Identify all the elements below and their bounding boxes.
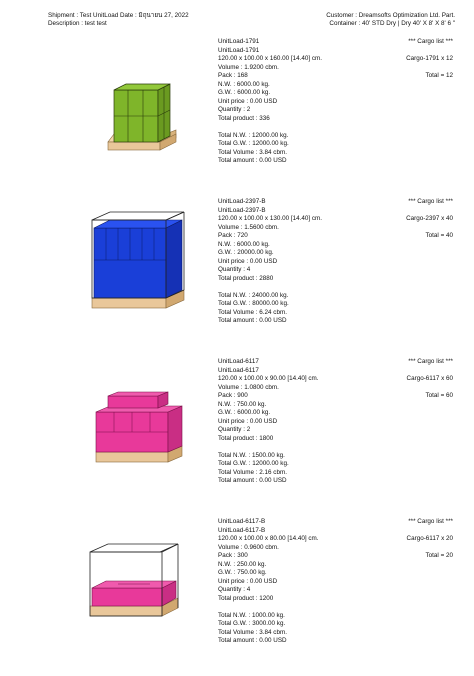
- dimensions: 120.00 x 100.00 x 80.00 [14.40] cm.: [218, 535, 319, 542]
- net-weight: N.W. : 750.00 kg.: [218, 400, 267, 408]
- unit-price: Unit price : 0.00 USD: [218, 577, 278, 585]
- dimensions: 120.00 x 100.00 x 160.00 [14.40] cm.: [218, 55, 322, 62]
- unit-price: Unit price : 0.00 USD: [218, 417, 278, 425]
- cargo-list: [406, 198, 453, 241]
- total-product: Total product : 1200: [218, 594, 274, 602]
- container-line: Container : 40' STD Dry | Dry 40' X 8' X 8' 6 ": [329, 20, 455, 28]
- gross-weight: G.W. : 750.00 kg.: [218, 569, 267, 576]
- cargo-list-header: *** Cargo list ***: [408, 198, 453, 205]
- dimensions: 120.00 x 100.00 x 90.00 [14.40] cm.: [218, 375, 319, 382]
- gross-weight: G.W. : 20000.00 kg.: [218, 249, 274, 256]
- pack: Pack : 900: [218, 392, 248, 399]
- total-gross-weight: Total G.W. : 12000.00 kg.: [218, 460, 289, 467]
- cargo-list: [407, 518, 453, 561]
- cargo-list-header: *** Cargo list ***: [408, 358, 453, 365]
- cargo-total: Total = 12: [425, 72, 453, 79]
- unit-price: Unit price : 0.00 USD: [218, 97, 278, 105]
- header-left: [48, 12, 189, 29]
- total-gross-weight: Total G.W. : 12000.00 kg.: [218, 140, 289, 147]
- quantity: Quantity : 4: [218, 266, 251, 273]
- quantity: Quantity : 2: [218, 106, 251, 113]
- volume: Volume : 1.9200 cbm.: [218, 63, 279, 71]
- total-volume: Total Volume : 6.24 cbm.: [218, 308, 287, 316]
- cargo-list-header: *** Cargo list ***: [408, 518, 453, 525]
- total-volume: Total Volume : 2.16 cbm.: [218, 468, 287, 476]
- unit-price: Unit price : 0.00 USD: [218, 257, 278, 265]
- unitload-section: [0, 36, 474, 196]
- unitload-details: [218, 518, 318, 646]
- unitload-section: [0, 196, 474, 356]
- total-gross-weight: Total G.W. : 80000.00 kg.: [218, 300, 289, 307]
- shipment-line: Shipment : Test UnitLoad Date : มิถุนายน 27, 2022: [48, 12, 189, 19]
- volume: Volume : 1.5600 cbm.: [218, 223, 279, 231]
- total-net-weight: Total N.W. : 24000.00 kg.: [218, 291, 289, 299]
- unitload-name: UnitLoad-1791: [218, 38, 260, 45]
- unitload-name: UnitLoad-6117: [218, 358, 259, 365]
- total-volume: Total Volume : 3.84 cbm.: [218, 148, 287, 156]
- pack: Pack : 720: [218, 232, 248, 239]
- total-volume: Total Volume : 3.84 cbm.: [218, 628, 287, 636]
- quantity: Quantity : 2: [218, 426, 251, 433]
- header-right: [326, 12, 455, 29]
- pallet-illustration: [78, 206, 188, 331]
- unitload-name-secondary: UnitLoad-6117: [218, 366, 259, 374]
- total-product: Total product : 1800: [218, 434, 274, 442]
- cargo-line: Cargo-6117 x 60: [406, 375, 453, 382]
- total-net-weight: Total N.W. : 1500.00 kg.: [218, 451, 285, 459]
- total-amount: Total amount : 0.00 USD: [218, 477, 287, 484]
- pallet-illustration: [78, 366, 188, 491]
- cargo-line: Cargo-6117 x 20: [406, 535, 453, 542]
- total-gross-weight: Total G.W. : 3000.00 kg.: [218, 620, 286, 627]
- cargo-total: Total = 40: [425, 232, 453, 239]
- cargo-list: [406, 38, 453, 81]
- unitload-section: [0, 356, 474, 516]
- unitload-details: [218, 358, 318, 486]
- cargo-line: Cargo-2397 x 40: [406, 215, 453, 222]
- unitload-details: [218, 198, 322, 326]
- gross-weight: G.W. : 6000.00 kg.: [218, 89, 271, 96]
- total-net-weight: Total N.W. : 1000.00 kg.: [218, 611, 285, 619]
- cargo-line: Cargo-1791 x 12: [406, 55, 453, 62]
- quantity: Quantity : 4: [218, 586, 251, 593]
- customer-line: Customer : Dreamsofts Optimization Ltd. Part.: [326, 12, 455, 19]
- unitload-name: UnitLoad-6117-B: [218, 518, 266, 525]
- unitload-section: [0, 516, 474, 676]
- cargo-list-header: *** Cargo list ***: [408, 38, 453, 45]
- total-product: Total product : 2880: [218, 274, 274, 282]
- unitload-name: UnitLoad-2397-B: [218, 198, 266, 205]
- unitload-name-secondary: UnitLoad-1791: [218, 46, 260, 54]
- total-amount: Total amount : 0.00 USD: [218, 157, 287, 164]
- pallet-illustration: [78, 46, 188, 171]
- total-amount: Total amount : 0.00 USD: [218, 317, 287, 324]
- net-weight: N.W. : 6000.00 kg.: [218, 80, 270, 88]
- net-weight: N.W. : 6000.00 kg.: [218, 240, 270, 248]
- unitload-name-secondary: UnitLoad-2397-B: [218, 206, 266, 214]
- volume: Volume : 0.9600 cbm.: [218, 543, 279, 551]
- pallet-illustration: [78, 526, 188, 651]
- unitload-details: [218, 38, 322, 166]
- volume: Volume : 1.0800 cbm.: [218, 383, 279, 391]
- total-net-weight: Total N.W. : 12000.00 kg.: [218, 131, 289, 139]
- total-product: Total product : 336: [218, 114, 270, 122]
- cargo-total: Total = 60: [425, 392, 453, 399]
- cargo-list: [407, 358, 453, 401]
- net-weight: N.W. : 250.00 kg.: [218, 560, 267, 568]
- description-line: Description : test test: [48, 20, 107, 28]
- dimensions: 120.00 x 100.00 x 130.00 [14.40] cm.: [218, 215, 322, 222]
- unitload-name-secondary: UnitLoad-6117-B: [218, 526, 266, 534]
- pack: Pack : 300: [218, 552, 248, 559]
- pack: Pack : 168: [218, 72, 248, 79]
- gross-weight: G.W. : 6000.00 kg.: [218, 409, 271, 416]
- cargo-total: Total = 20: [425, 552, 453, 559]
- total-amount: Total amount : 0.00 USD: [218, 637, 287, 644]
